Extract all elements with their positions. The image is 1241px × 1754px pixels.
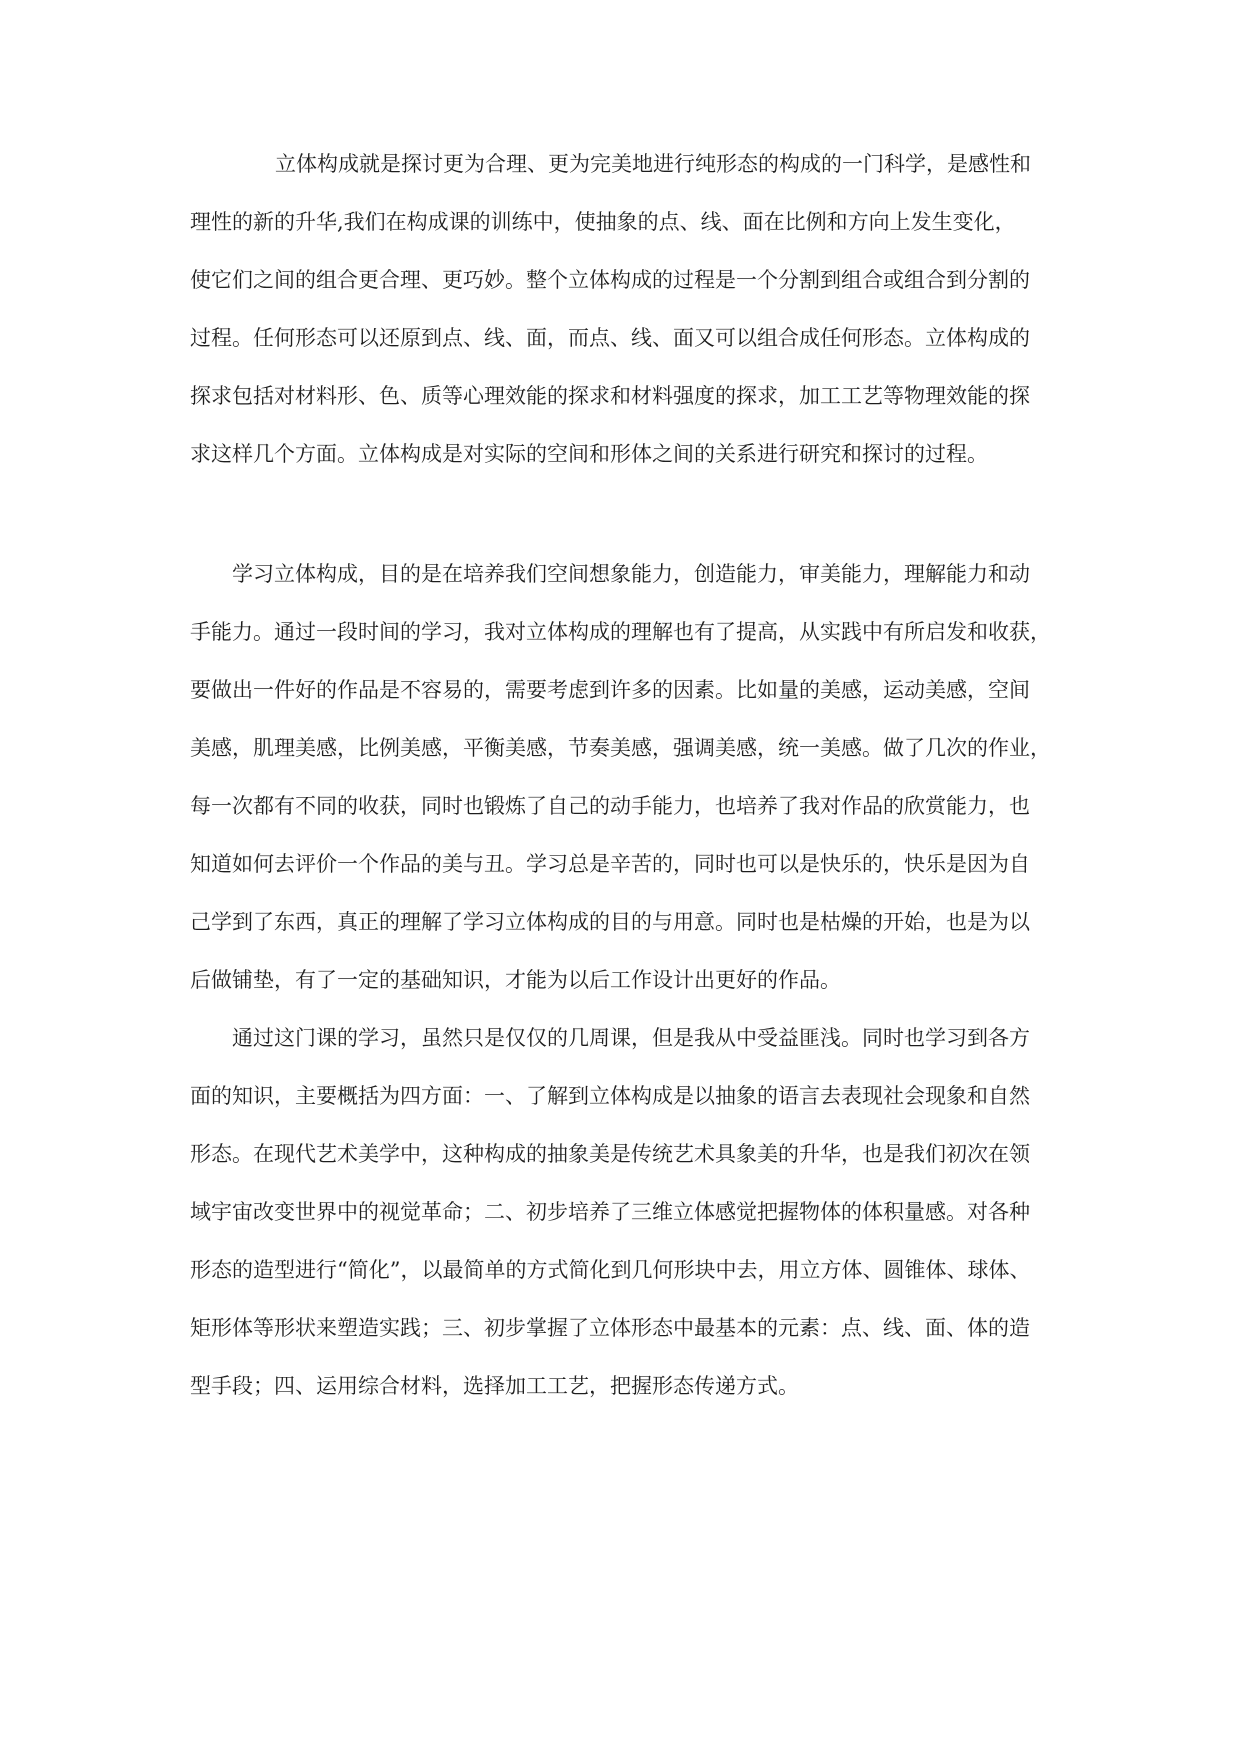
paragraph-3-line-4: 域宇宙改变世界中的视觉革命；二、初步培养了三维立体感觉把握物体的体积量感。对各种 bbox=[190, 1200, 1030, 1224]
paragraph-3-line-7: 型手段；四、运用综合材料，选择加工工艺，把握形态传递方式。 bbox=[190, 1374, 799, 1398]
paragraph-2-line-3: 要做出一件好的作品是不容易的，需要考虑到许多的因素。比如量的美感，运动美感，空间 bbox=[190, 678, 1030, 702]
paragraph-2-line-1: 学习立体构成，目的是在培养我们空间想象能力，创造能力，审美能力，理解能力和动 bbox=[232, 562, 1030, 586]
paragraph-1-line-2: 理性的新的升华,我们在构成课的训练中，使抽象的点、线、面在比例和方向上发生变化， bbox=[190, 210, 1016, 234]
paragraph-1-line-5: 探求包括对材料形、色、质等心理效能的探求和材料强度的探求，加工工艺等物理效能的探 bbox=[190, 384, 1030, 408]
paragraph-3-line-5: 形态的造型进行“简化”，以最简单的方式简化到几何形块中去，用立方体、圆锥体、球体、 bbox=[190, 1258, 1031, 1282]
paragraph-3-line-6: 矩形体等形状来塑造实践；三、初步掌握了立体形态中最基本的元素：点、线、面、体的造 bbox=[190, 1316, 1030, 1340]
paragraph-1-line-3: 使它们之间的组合更合理、更巧妙。整个立体构成的过程是一个分割到组合或组合到分割的 bbox=[190, 268, 1030, 292]
paragraph-2-line-5: 每一次都有不同的收获，同时也锻炼了自己的动手能力，也培养了我对作品的欣赏能力，也 bbox=[190, 794, 1030, 818]
paragraph-2-line-8: 后做铺垫，有了一定的基础知识，才能为以后工作设计出更好的作品。 bbox=[190, 968, 841, 992]
paragraph-2-line-4: 美感，肌理美感，比例美感，平衡美感，节奏美感，强调美感，统一美感。做了几次的作业， bbox=[190, 736, 1051, 760]
paragraph-3-line-1: 通过这门课的学习，虽然只是仅仅的几周课，但是我从中受益匪浅。同时也学习到各方 bbox=[232, 1026, 1030, 1050]
paragraph-3-line-3: 形态。在现代艺术美学中，这种构成的抽象美是传统艺术具象美的升华，也是我们初次在领 bbox=[190, 1142, 1030, 1166]
paragraph-1-line-4: 过程。任何形态可以还原到点、线、面，而点、线、面又可以组合成任何形态。立体构成的 bbox=[190, 326, 1030, 350]
paragraph-2-line-6: 知道如何去评价一个作品的美与丑。学习总是辛苦的，同时也可以是快乐的，快乐是因为自 bbox=[190, 852, 1030, 876]
paragraph-2-line-7: 己学到了东西，真正的理解了学习立体构成的目的与用意。同时也是枯燥的开始，也是为以 bbox=[190, 910, 1030, 934]
paragraph-3-line-2: 面的知识，主要概括为四方面：一、了解到立体构成是以抽象的语言去表现社会现象和自然 bbox=[190, 1084, 1030, 1108]
paragraph-1-line-6: 求这样几个方面。立体构成是对实际的空间和形体之间的关系进行研究和探讨的过程。 bbox=[190, 442, 988, 466]
paragraph-2-line-2: 手能力。通过一段时间的学习，我对立体构成的理解也有了提高，从实践中有所启发和收获， bbox=[190, 620, 1051, 644]
paragraph-1-line-1: 立体构成就是探讨更为合理、更为完美地进行纯形态的构成的一门科学，是感性和 bbox=[275, 152, 1031, 176]
